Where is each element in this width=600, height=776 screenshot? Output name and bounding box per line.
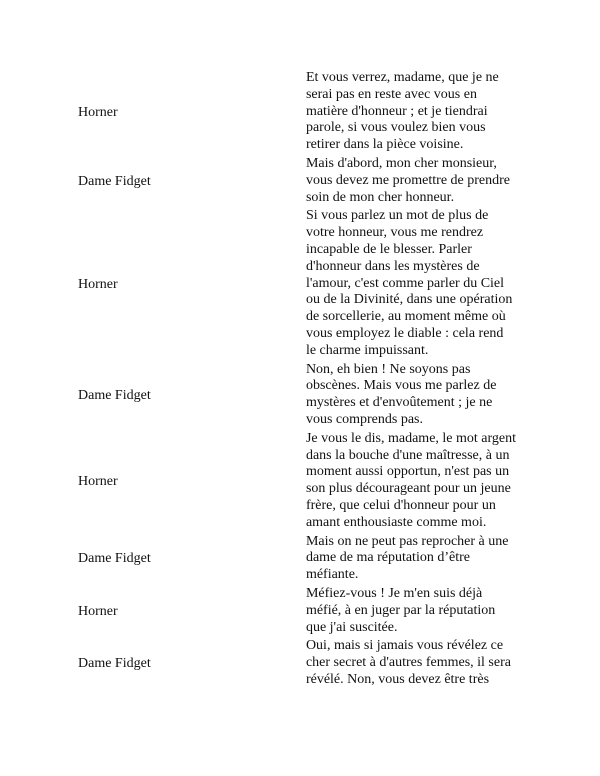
dialogue-text: Mais on ne peut pas reprocher à une dame de ma réputation d’être méfiante. [305, 533, 509, 583]
dialogue-line [306, 156, 538, 208]
dialogue-text: Je vous le dis, madame, le mot argent dans la bouche d'une maîtresse, à un moment aussi opportun, n'est pas un son plus décourageant pour un jeune frère, que celui d'honneur pour un amant enthousiaste comme moi. [305, 430, 517, 530]
speaker-name: Horner [78, 104, 118, 120]
speaker-name: Dame Fidget [78, 387, 151, 403]
speaker-name: Horner [78, 603, 118, 619]
speaker-name: Dame Fidget [78, 656, 151, 672]
dialogue-line [306, 586, 538, 638]
dialogue-table [78, 70, 538, 691]
dialogue-line [306, 362, 538, 431]
dialogue-row [78, 431, 538, 534]
dialogue-line [306, 638, 538, 690]
dialogue-text: Oui, mais si jamais vous révélez ce cher secret à d'autres femmes, il sera révélé. Non, vous devez être très [305, 638, 511, 687]
dialogue-row [78, 362, 538, 431]
dialogue-text: Si vous parlez un mot de plus de votre honneur, vous me rendrez incapable de le blesser. Parler d'honneur dans les mystères de l'amour, c'est comme parler du Ciel ou de la Divinité, dans une opération de sorcellerie, au moment même où vous employez le diable : cela rend le charme impuissant. [305, 208, 513, 358]
speaker-name: Dame Fidget [78, 551, 151, 567]
speaker-name: Dame Fidget [78, 173, 151, 189]
dialogue-line [306, 431, 538, 534]
dialogue-row [78, 534, 538, 586]
dialogue-row [78, 638, 538, 690]
speaker-name: Horner [78, 473, 118, 489]
dialogue-line [306, 70, 538, 156]
dialogue-line [306, 208, 538, 361]
dialogue-text: Et vous verrez, madame, que je ne serai pas en reste avec vous en matière d'honneur ; et je tiendrai parole, si vous voulez bien vous retirer dans la pièce voisine. [305, 70, 499, 153]
dialogue-row [78, 586, 538, 638]
dialogue-text: Non, eh bien ! Ne soyons pas obscènes. Mais vous me parlez de mystères et d'envoûtement ; je ne vous comprends pas. [305, 361, 497, 427]
dialogue-row [78, 208, 538, 361]
dialogue-row [78, 70, 538, 156]
dialogue-text: Mais d'abord, mon cher monsieur, vous devez me promettre de prendre soin de mon cher honneur. [305, 155, 511, 205]
speaker-name: Horner [78, 276, 118, 292]
dialogue-row [78, 156, 538, 208]
dialogue-line [306, 534, 538, 586]
dialogue-text: Méfiez-vous ! Je m'en suis déjà méfié, à en juger par la réputation que j'ai suscitée. [305, 585, 496, 635]
